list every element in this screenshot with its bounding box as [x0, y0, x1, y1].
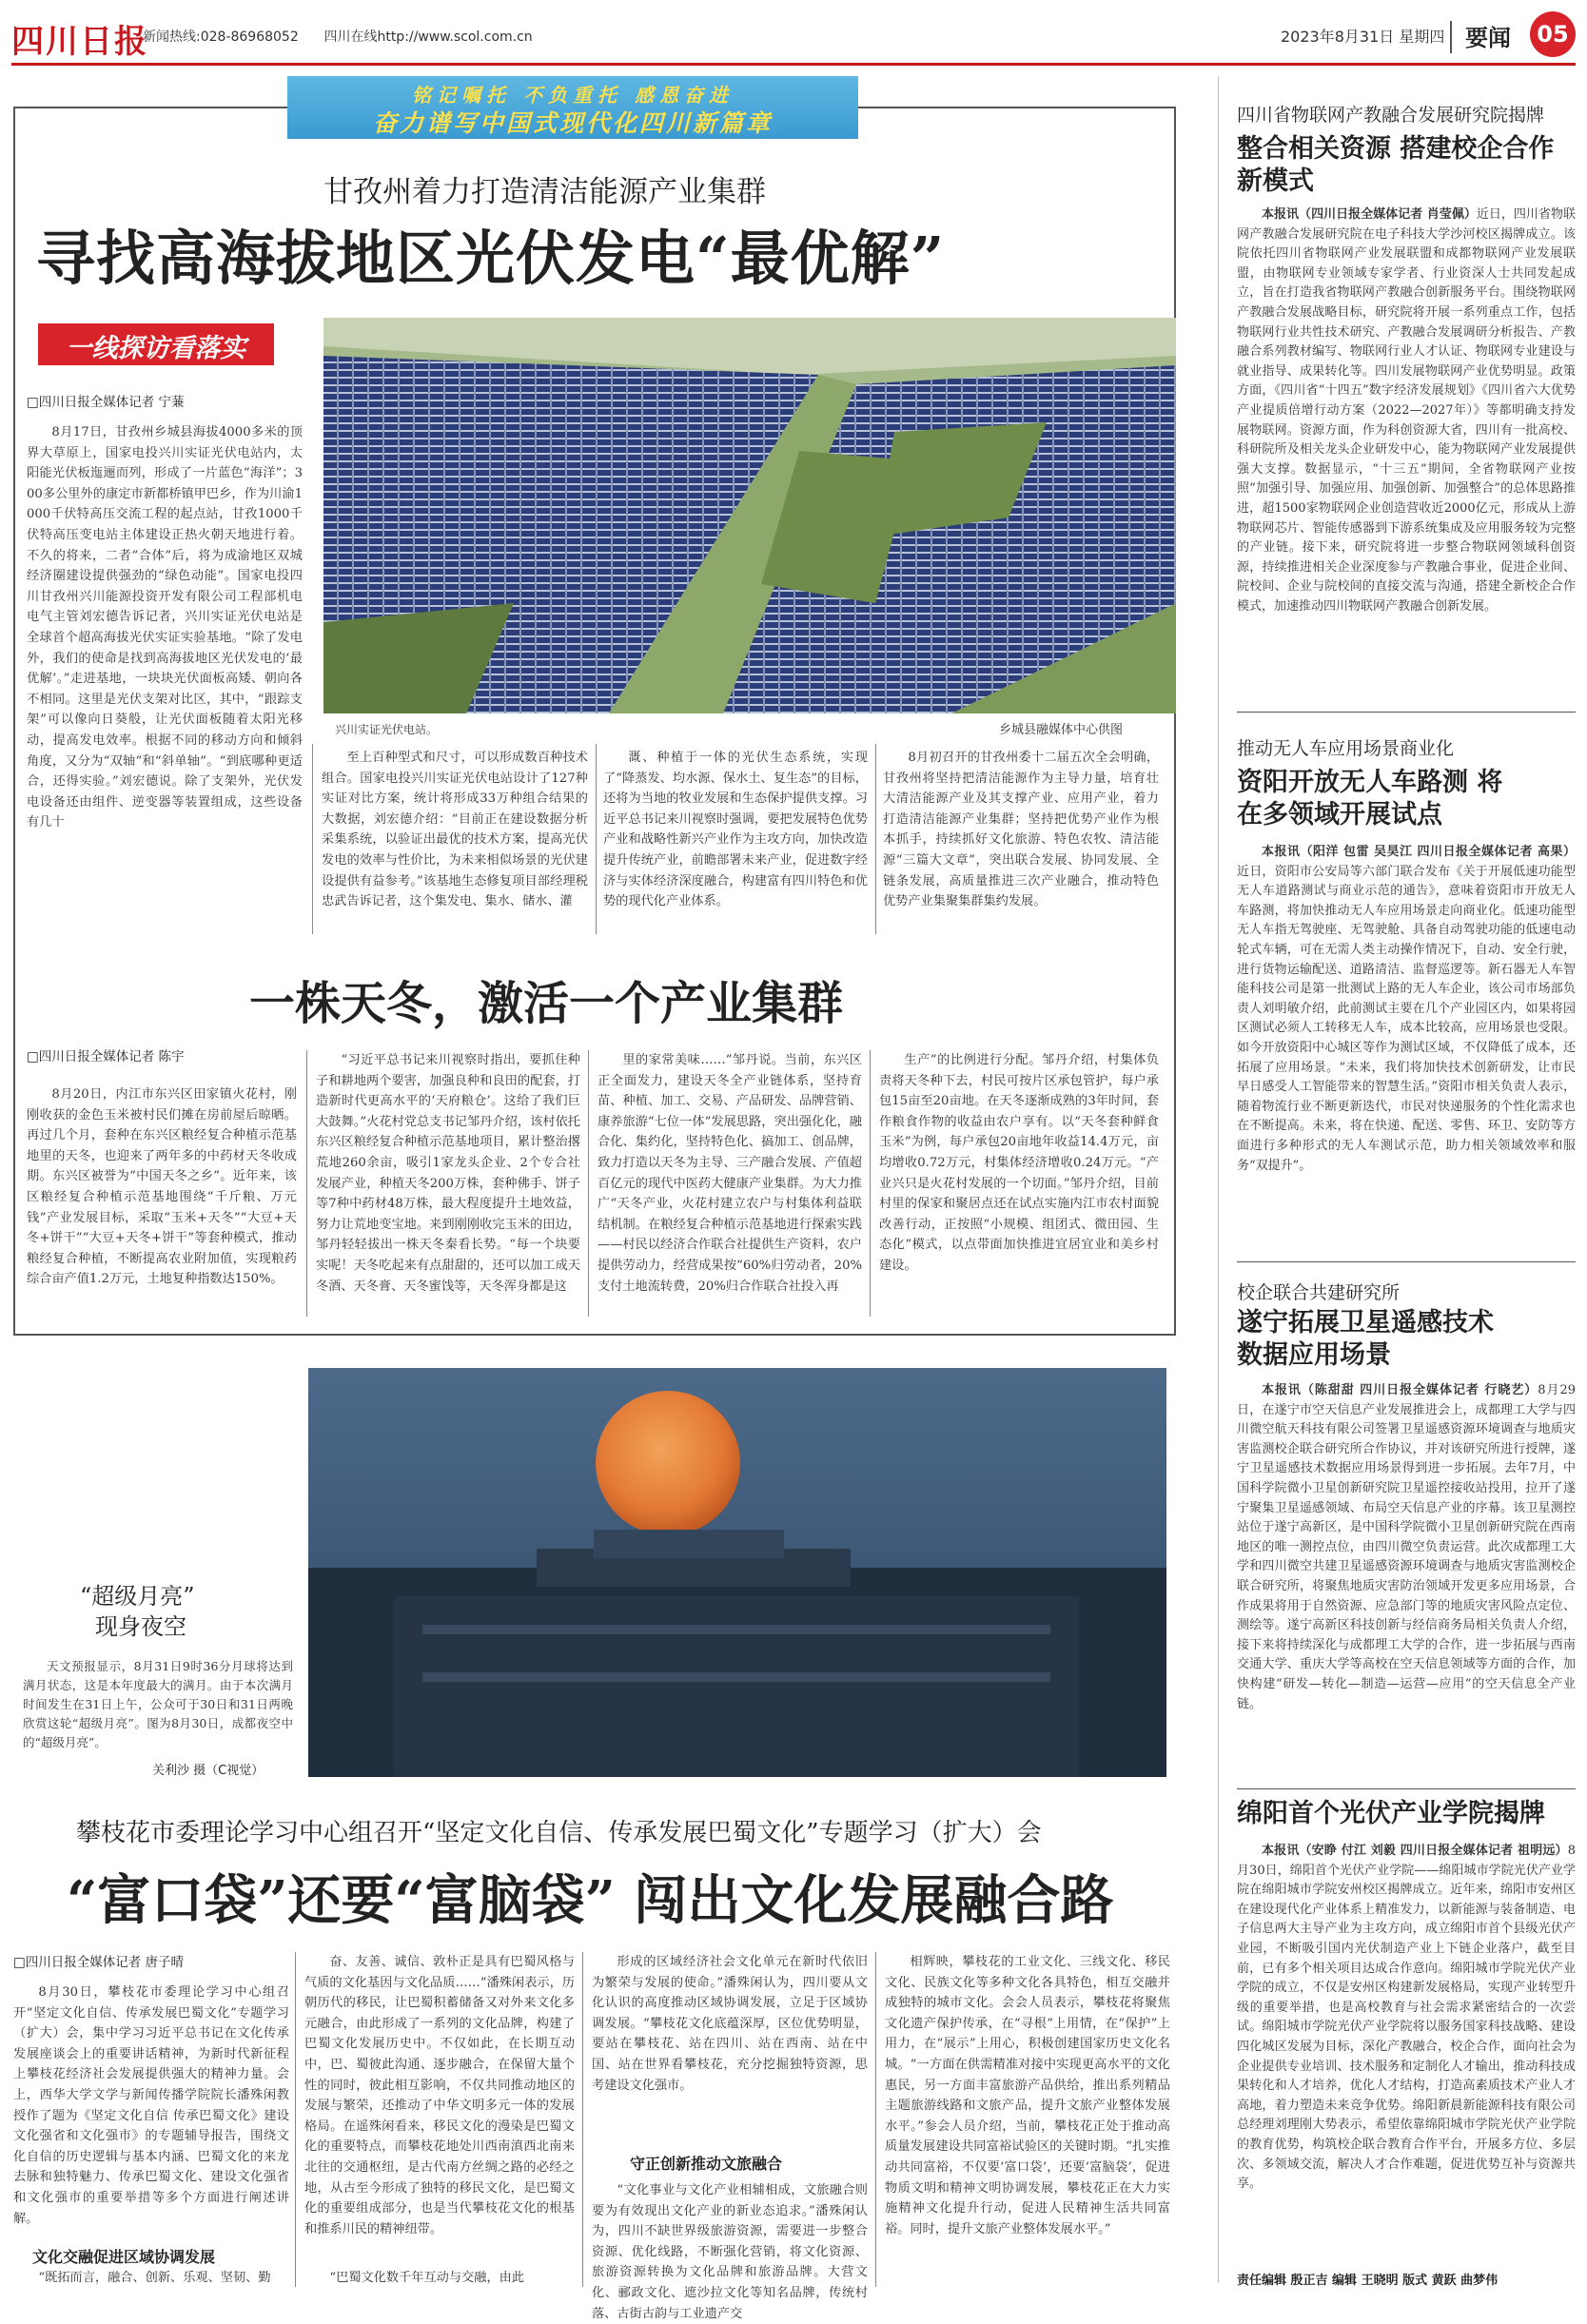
article3-col1b: “既拓而言，融合、创新、乐观、坚韧、勤 — [38, 2271, 271, 2285]
article2-byline: □四川日报全媒体记者 陈宇 — [27, 1049, 185, 1064]
article2-col3: 里的家常美味……”邹丹说。当前，东兴区正全面发力，建设天冬全产业链体系，坚持育苗、种植、加工、交易、产品研发、品牌营销、康养旅游“七位一体”发展思路，突出强化化，融合化、集约化，坚持特色化、搞加工、创品牌，致力打造以天冬为主导、三产融合发展、产值超百亿元的现代中医药大健康产业集群。为大力推广“天冬产业，火花村建立农户与村集体利益联结机制。在粮经复合种植示范基地进行探索实践——村民以经济合作联合社提供生产资料，农户提供劳动力，经营成果按“60%归劳动者，20%支付土地流转费，20%归合作联合社投入再 — [598, 1053, 862, 1294]
moon-caption: 天文预报显示，8月31日9时36分月球将达到满月状态，这是本年度最大的满月。由于本次满月时间发生在31日上午，公众可于30日和31日两晚欣赏这轮“超级月亮”。图为8月30日，成都夜空中的“超级月亮”。 — [23, 1659, 293, 1749]
side4-title: 绵阳首个光伏产业学院揭牌 — [1237, 1799, 1545, 1828]
article2-title: 一株天冬，激活一个产业集群 — [249, 977, 844, 1030]
photo1-caption: 兴川实证光伏电站。 — [335, 723, 439, 736]
moon-credit: 关利沙 摄（C视觉） — [152, 1764, 264, 1778]
side2-kicker: 推动无人车应用场景商业化 — [1237, 738, 1455, 759]
article1-title: 寻找高海拔地区光伏发电“最优解” — [36, 224, 946, 293]
article3-byline: □四川日报全媒体记者 唐子晴 — [13, 1955, 185, 1970]
article2-col4: 生产”的比例进行分配。邹丹介绍，村集体负责将天冬种下去，村民可按片区承包管护，每户承包15亩至20亩地。在天冬逐渐成熟的3年时间，套作粮食作物的收益由农户享有。以“天冬套种鲜食玉米”为例，每户承包20亩地年收益14.4万元，亩均增收0.72万元，村集体经济增收0.24万元。“产业兴只是火花村发展的一个切面。”邹丹介绍，目前村里的保家和聚居点还在试点实施内江市农村面貌改善行动，正按照“小规模、组团式、微田园、生态化”模式，以点带面加快推进宜居宜业和美乡村建设。 — [879, 1053, 1159, 1273]
article3-col4: 相辉映，攀枝花的工业文化、三线文化、移民文化、民族文化等多种文化各具特色，相互交融并成独特的城市文化。会会人员表示，攀枝花将聚焦文化遗产保护传承，在“寻根”上用情，在“保护”上用力，在“展示”上用心，积极创建国家历史文化名城。“一方面在供需精准对接中实现更高水平的文化惠民，另一方面丰富旅游产品供给，推出系列精品主题旅游线路和文旅产品，提升文旅产业整体发展水平。”参会人员介绍，当前，攀枝花正处于推动高质量发展建设共同富裕试验区的关键时期。“扎实推动共同富裕，不仅要‘富口袋’，还要‘富脑袋’，促进物质文明和精神文明协调发展，攀枝花正在大力实施精神文化提升行动，促进人民精神生活共同富裕。同时，提升文旅产业整体发展水平。” — [885, 1955, 1170, 2236]
article1-col1: 8月17日，甘孜州乡城县海拔4000多米的顶界大草原上，国家电投兴川实证光伏电站内，太阳能光伏板迤逦而列，形成了一片蓝色“海洋”；300多公里外的康定市新都桥镇甲巴乡，作为川渝1000千伏特高压交流工程的起点站，甘孜1000千伏特高压变电站主体建设正热火朝天地进行着。不久的将来，二者“合体”后，将为成渝地区双城经济圈建设提供强劲的“绿色动能”。国家电投四川甘孜州兴川能源投资开发有限公司工程部机电电气主管刘宏德告诉记者，兴川实证光伏电站是全球首个超高海拔光伏实证实验基地。“除了发电外，我们的使命是找到高海拔地区光伏发电的‘最优解’。”走进基地，一块块光伏面板高矮、朝向各不相同。这里是光伏支架对比区，其中，“跟踪支架”可以像向日葵般，让光伏面板随着太阳光移动，提高发电效率。根据不同的移动方向和倾斜角度，又分为“双轴”和“斜单轴”。“到底哪种更适合，还得实验。”刘宏德说。除了支架外，光伏发电设备还由组件、逆变器等装置组成，这些设备有几十 — [27, 425, 303, 830]
moon-title-line2: 现身夜空 — [95, 1613, 186, 1640]
campaign-headline: 奋力谱写中国式现代化四川新篇章 — [372, 109, 773, 137]
photo1-credit: 乡城县融媒体中心供图 — [999, 723, 1124, 737]
header-contact — [143, 27, 533, 46]
side2-title: 资阳开放无人车路测 将在多领域开展试点 — [1237, 768, 1503, 830]
section-label: 要闻 — [1465, 25, 1511, 51]
col-rule — [596, 744, 597, 934]
side4-byline: 本报讯（安睁 付江 刘毅 四川日报全媒体记者 祖明远） — [1262, 1844, 1568, 1858]
article1-col3: 溉、种植于一体的光伏生态系统，实现了“降蒸发、均水源、保水土、复生态”的目标，还将为当地的牧业发展和生态保护提供支撑。习近平总书记来川视察时强调，要把发展特色优势产业和战略性新兴产业作为主攻方向，加快改造提升传统产业，前瞻部署未来产业，促进数字经济与实体经济深度融合，构建富有四川特色和优势的现代化产业体系。 — [603, 751, 868, 909]
side2-byline: 本报讯（阳洋 包雷 吴昊江 四川日报全媒体记者 高果） — [1262, 845, 1576, 859]
article3-col3: 形成的区域经济社会文化单元在新时代依旧为繁荣与发展的使命。”潘殊闲认为，四川要从文化认识的高度推动区域协调发展，立足于区域协调发展。“攀枝花文化底蕴深厚，区位优势明显，要站在攀枝花、站在四川、站在西南、站在中国、站在世界看攀枝花，充分挖掘独特资源，思考建设文化强市。 — [592, 1955, 868, 2093]
col-rule — [870, 1050, 871, 1317]
header-rule — [11, 63, 1576, 66]
super-moon-illustration — [308, 1368, 1166, 1777]
article3-col2: 奋、友善、诚信、敦朴正是具有巴蜀风格与气质的文化基因与文化品质……”潘殊闲表示，历朝历代的移民，让巴蜀积蓄储备又对外来文化多元融合，由此形成了一系列的文化品牌，构建了巴蜀文化发展历史中。不仅如此，在长期互动中，巴、蜀彼此沟通、逐步融合，在保留大量个性的同时，彼此相互影响，不仅共同推动地区的发展与繁荣，还推动了中华文明多元一体的发展格局。在遥殊闲看来，移民文化的漫染是巴蜀文化的重要特点，而攀枝花地处川西南滇西北南来北往的交通枢纽，是古代南方丝绸之路的必经之地，从古至今形成了独特的移民文化，是巴蜀文化的重要组成部分，也是当代攀枝花文化的根基和推系川民的精神纽带。 — [304, 1955, 575, 2236]
sidebar-rule — [1218, 76, 1219, 2283]
col-rule — [875, 744, 876, 934]
side3-kicker: 校企联合共建研究所 — [1237, 1282, 1401, 1303]
side4-body: 本报讯（安睁 付江 刘毅 四川日报全媒体记者 祖明远）8月30日，绵阳首个光伏产业学院——绵阳城市学院光伏产业学院在绵阳城市学院安州校区揭牌成立。近年来，绵阳市安州区在建设现代化产业体系上精准发力，以新能源与装备制造、电子信息两大主导产业为主攻方向，成立绵阳市首个县级光伏产业园，不断吸引国内光伏制造产业上下链企业落户，截至目前，已有多个相关项目达成合作意向。绵阳城市学院光伏产业学院的成立，不仅是安州区构建新发展格局，实现产业转型升级的重要举措，也是高校教育与社会需求紧密结合的一次尝试。绵阳城市学院光伏产业学院将以服务国家科技战略、建设四化城区发展为目标，深化产教融合，校企合作，面向社会为企业提供专业培训、技术服务和定制化人才输出，推动科技成果转化和人才培养，优化人才结构，打造高素质技术产业人才高地，着力塑造未来竞争优势。绵阳新晨新能源科技有限公司总经理刘理刚大势表示，希望依靠绵阳城市学院光伏产业学院的教育优势，构筑校企联合教育合作平台，开展多方位、多层次、多领域交流，解决人才合作难题，促进优势互补与资源共享。 — [1237, 1844, 1576, 2192]
section-rule — [1237, 1261, 1576, 1262]
article3-col1: 8月30日，攀枝花市委理论学习中心组召开“坚定文化自信、传承发展巴蜀文化”专题学习（扩大）会，集中学习习近平总书记在文化传承发展座谈会上的重要讲话精神，为新时代新征程上攀枝花经济社会发展提供强大的精神力量。会上，西华大学文学与新闻传播学院院长潘殊闲教授作了题为《坚定文化自信 传承巴蜀文化》建设文化强省和文化强市》的专题辅导报告，围绕文化自信的历史逻辑与基本内涵、巴蜀文化的来龙去脉和独特魅力、传承巴蜀文化、建设文化强省和文化强市的重要举措等多个方面进行阐述讲解。 — [13, 1985, 289, 2226]
issue-date: 2023年8月31日 星期四 — [1281, 28, 1445, 46]
article3-col3b: “文化事业与文化产业相辅相成，文旅融合则要为有效现出文化产业的新业态追求。”潘殊闲认为，四川不缺世界级旅游资源，需要进一步整合资源、优化线路，不断强化营销，将文化资源、旅游资源转换为文化品牌和旅游品牌。大营文化、郦政文化、遮沙拉文化等知名品牌，传统村落、古街古韵与工业遗产交 — [592, 2183, 868, 2321]
side3-title: 遂宁拓展卫星遥感技术 数据应用场景 — [1237, 1308, 1494, 1370]
solar-farm-photo — [323, 318, 1176, 713]
article2-col2: “习近平总书记来川视察时指出，要抓住种子和耕地两个要害，加强良种和良田的配套，打造新时代更高水平的‘天府粮仓’。这给了我们巨大鼓舞。”火花村党总支书记邹丹介绍，该村依托东兴区粮经复合种植示范基地项目，累计整治撂荒地260余亩，吸引1家龙头企业、2个专合社发展产业，种植天冬200万株，套种佛手、饼子等7种中药材48万株，最大程度提升土地效益，努力让荒地变宝地。来到刚刚收完玉米的田边，邹丹轻轻拔出一株天冬秦看长势。“每一个块要实呢！天冬吃起来有点甜甜的，还可以加工成天冬酒、天冬膏、天冬蜜饯等，天冬浑身都是这 — [316, 1053, 580, 1294]
page-number-badge: 05 — [1530, 11, 1576, 57]
article3-col2b: “巴蜀文化数千年互动与交融，由此 — [329, 2271, 524, 2285]
section-rule — [1237, 712, 1576, 713]
super-moon-photo — [308, 1368, 1166, 1777]
campaign-slogan: 铭记嘱托 不负重托 感恩奋进 — [412, 84, 734, 107]
article1-tag: 一线探访看落实 — [66, 334, 246, 363]
side1-title: 整合相关资源 搭建校企合作新模式 — [1237, 134, 1555, 196]
article1-col4: 8月初召开的甘孜州委十二届五次全会明确，甘孜州将坚持把清洁能源作为主导力量，培育壮大清洁能源产业及其支撑产业、应用产业，着力打造清洁能源产业集群；坚持把优势产业作为根本抓手，持续抓好文化旅游、特色农牧、清洁能源“三篇大文章”，突出联合发展、协同发展、全链条发展，高质量推进三次产业融合，推动特色优势产业集聚集群集约发展。 — [883, 751, 1159, 909]
masthead-logo: 四川日报 — [11, 23, 148, 61]
article1-subtitle: 甘孜州着力打造清洁能源产业集群 — [323, 175, 766, 209]
article3-subtitle: 攀枝花市委理论学习中心组召开“坚定文化自信、传承发展巴蜀文化”专题学习（扩大）会 — [76, 1819, 1042, 1847]
col-rule — [312, 744, 313, 934]
article2-col1: 8月20日，内江市东兴区田家镇火花村，刚刚收获的金色玉米被村民们摊在房前屋后晾晒。再过几个月，套种在东兴区粮经复合种植示范基地里的天冬，也迎来了两年多的中药材天冬收成期。东兴区被誉为“中国天冬之乡”。近年来，该区粮经复合种植示范基地围绕“千斤粮、万元钱”产业发展目标，采取“玉米+天冬”“大豆+天冬+饼干”“大豆+天冬+饼干”等套种模式，推动粮经复合种植，不断提高农业附加值，实现粮药综合亩产值1.2万元，土地复种指数达150%。 — [27, 1087, 297, 1287]
article3-title: “富口袋”还要“富脑袋” 闯出文化发展融合路 — [67, 1869, 1114, 1932]
article3-subhead1: 文化交融促进区域协调发展 — [32, 2248, 216, 2266]
side1-kicker: 四川省物联网产教融合发展研究院揭牌 — [1237, 105, 1545, 126]
col-rule — [306, 1050, 307, 1317]
col-rule — [295, 1952, 296, 2287]
side1-body: 本报讯（四川日报全媒体记者 肖莹佩）近日，四川省物联网产教融合发展研究院在电子科技大学沙河校区揭牌成立。该院依托四川省物联网产业发展联盟和成都物联网产业发展联盟，由物联网专业领域专家学者、行业资深人士共同发起成立，旨在打造我省物联网产教融合创新服务平台。围绕物联网产教融合发展战略目标，研究院将开展一系列重点工作，包括物联网行业共性技术研究、产教融合发展调研分析报告、产教融合系列教材编写、物联网行业人才认证、物联网专业建设与就业指导、成果转化等。四川发展物联网产业优势明显。政策方面，《四川省“十四五”数字经济发展规划》《四川省六大优势产业提质倍增行动方案（2022—2027年）》等都明确支持发展物联网。资源方面，作为科创资源大省，四川有一批高校、科研院所及相关龙头企业研发中心，能为物联网产业发展提供强大支撑。数据显示，“十三五”期间，全省物联网产业按照“加强引导、加强应用、加强创新、加强整合”的总体思路推进，超1500家物联网企业创造营收近2000亿元，形成从上游物联网芯片、智能传感器到下游系统集成及应用服务较为完整的产业链。接下来，研究院将进一步整合物联网领域科创资源，持续推进相关企业深度参与产教融合事业，促进企业间、院校间、企业与院校间的直接交流与沟通，搭建全新校企合作模式，加速推动四川物联网产教融合创新发展。 — [1237, 207, 1576, 614]
footer-editors: 责任编辑 殷正吉 编辑 王晓明 版式 黄跃 曲梦伟 — [1237, 2274, 1499, 2288]
article1-byline: □四川日报全媒体记者 宁蒹 — [27, 395, 185, 410]
side2-body: 本报讯（阳洋 包雷 吴昊江 四川日报全媒体记者 高果）近日，资阳市公安局等六部门联合发布《关于开展低速功能型无人车道路测试与商业示范的通告》，意味着资阳市开放无人车路测，将加快推动无人车应用场景走向商业化。低速功能型无人车指无驾驶座、无驾驶舱、具备自动驾驶功能的低速电动轮式车辆，可在无需人类主动操作情况下，自动、安全行驶，进行货物运输配送、道路清洁、监督巡逻等。新石器无人车智能科技公司是第一批测试上路的无人车企业，该公司市场部负责人刘明敏介绍，此前测试主要在几个产业园区内，如果将园区测试必须人工转移无人车，成本比较高，应用场景也受限。如今开放资阳中心城区等作为测试区域，不仅降低了成本，还拓展了应用场景。“未来，我们将加快技术创新研发，让市民早日感受人工智能带来的智慧生活。”资阳市相关负责人表示，随着物流行业不断更新迭代，市民对快递服务的个性化需求也在不断提高。未来，将在快递、配送、零售、环卫、安防等方面进行多种形式的无人车测试示范，助力相关领域效率和服务“双提升”。 — [1237, 845, 1576, 1173]
article3-subhead2: 守正创新推动文旅融合 — [630, 2155, 783, 2173]
header-divider — [1450, 21, 1452, 53]
article1-col2: 至上百种型式和尺寸，可以形成数百种技术组合。国家电投兴川实证光伏电站设计了127种实证对比方案，统计将形成33万种组合结果的大数据，刘宏德介绍：“目前正在建设数据分析采集系统，以验证出最优的技术方案，提高光伏发电的效率与性价比，为未来相似场景的光伏建设提供有益参考。”该基地生态修复项目部经理税忠武告诉记者，这个集发电、集水、储水、灌 — [322, 751, 588, 909]
col-rule — [875, 1952, 876, 2287]
col-rule — [582, 1952, 583, 2287]
col-rule — [588, 1050, 589, 1317]
side3-body: 本报讯（陈甜甜 四川日报全媒体记者 行晓艺）8月29日，在遂宁市空天信息产业发展推进会上，成都理工大学与四川微空航天科技有限公司签署卫星遥感资源环境调查与地质灾害监测校企联合研究所合作协议，并对该研究所进行授牌，遂宁卫星遥感技术数据应用场景得到进一步拓展。去年7月，中国科学院微小卫星创新研究院卫星遥控接收站投用，拉开了遂宁聚集卫星遥感领域、布局空天信息产业的序幕。该卫星测控站位于遂宁高新区，是中国科学院微小卫星创新研究院在西南地区的唯一测控点位，由四川微空负责运营。此次成都理工大学和四川微空共建卫星遥感资源环境调查与地质灾害监测校企联合研究所，将聚焦地质灾害防治领域开发更多应用场景，合作成果将用于自然资源、应急部门等的地质灾害风险点定位、测绘等。遂宁高新区科技创新与经信商务局相关负责人介绍，接下来将持续深化与成都理工大学的合作，进一步拓展与西南交通大学、重庆大学等高校在空天信息领域等方面的合作，加快构建“研发—转化—制造—运营—应用”的空天信息全产业链。 — [1237, 1383, 1576, 1711]
side1-byline: 本报讯（四川日报全媒体记者 肖莹佩） — [1262, 207, 1477, 222]
side3-byline: 本报讯（陈甜甜 四川日报全媒体记者 行晓艺） — [1262, 1383, 1538, 1397]
website-link[interactable]: 四川在线http://www.scol.com.cn — [323, 29, 533, 45]
hotline: 新闻热线:028-86968052 — [143, 29, 299, 45]
solar-farm-illustration — [323, 318, 1176, 713]
section-rule — [1237, 1788, 1576, 1789]
moon-title-line1: “超级月亮” — [80, 1583, 195, 1610]
